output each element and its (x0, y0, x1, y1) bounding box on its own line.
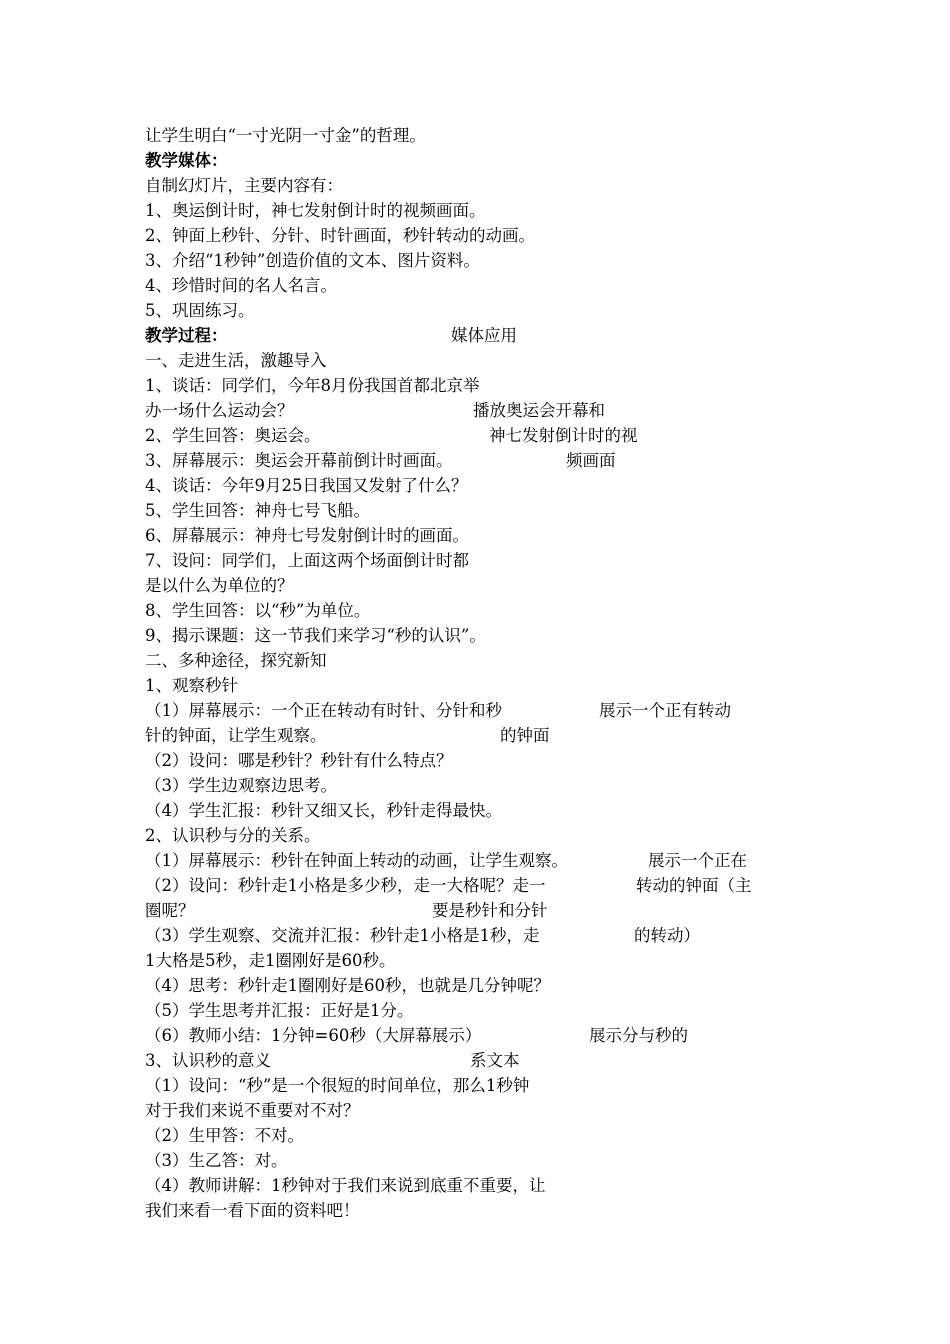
line-text: 一、走进生活，激趣导入 (145, 351, 327, 370)
line-text: 8、学生回答：以“秒”为单位。 (145, 601, 371, 620)
line-text: （1）设问：“秒”是一个很短的时间单位，那么1秒钟 (145, 1076, 530, 1095)
media-note: 展示分与秒的 (589, 1026, 688, 1045)
line-text: 2、认识秒与分的关系。 (145, 826, 321, 845)
line-text: 3、屏幕展示：奥运会开幕前倒计时画面。 (145, 451, 453, 470)
line-text: （4）学生汇报：秒针又细又长，秒针走得最快。 (145, 801, 502, 820)
media-note: 系文本 (470, 1051, 520, 1070)
line-text: 二、多种途径，探究新知 (145, 651, 327, 670)
line-text: 2、钟面上秒针、分针、时针画面，秒针转动的动画。 (145, 226, 535, 245)
line-text: 3、认识秒的意义 (145, 1051, 271, 1070)
line-text: 让学生明白“一寸光阴一寸金”的哲理。 (145, 126, 426, 145)
line-text: （2）设问：哪是秒针？秒针有什么特点？ (145, 751, 453, 770)
line-text: 1、谈话：同学们，今年8月份我国首都北京举 (145, 376, 480, 395)
line-text: 5、学生回答：神舟七号飞船。 (145, 501, 370, 520)
line-text: 1大格是5秒，走1圈刚好是60秒。 (145, 951, 396, 970)
line-text: 6、屏幕展示：神舟七号发射倒计时的画面。 (145, 526, 469, 545)
line-text: 办一场什么运动会？ (145, 401, 294, 420)
media-note: 神七发射倒计时的视 (489, 426, 638, 445)
line-text: 1、奥运倒计时，神七发射倒计时的视频画面。 (145, 201, 486, 220)
line-text: 4、谈话：今年9月25日我国又发射了什么？ (145, 476, 468, 495)
media-note: 转动的钟面（主 (636, 876, 752, 895)
line-text: 针的钟面，让学生观察。 (145, 726, 327, 745)
media-note: 频画面 (566, 451, 616, 470)
line-text: （3）生乙答：对。 (145, 1151, 288, 1170)
line-text: 教学媒体： (145, 151, 228, 170)
line-text: 教学过程： (145, 326, 228, 345)
line-text: 5、巩固练习。 (145, 301, 255, 320)
line-text: 9、揭示课题：这一节我们来学习“秒的认识”。 (145, 626, 486, 645)
line-text: （4）思考：秒针走1圈刚好是60秒，也就是几分钟呢？ (145, 976, 550, 995)
line-text: （4）教师讲解：1秒钟对于我们来说到底重不重要，让 (145, 1176, 546, 1195)
line-text: 我们来看一看下面的资料吧！ (145, 1201, 360, 1220)
line-text: 自制幻灯片，主要内容有： (145, 176, 343, 195)
media-note: 的钟面 (500, 726, 550, 745)
line-text: （3）学生边观察边思考。 (145, 776, 337, 795)
media-note: 播放奥运会开幕和 (473, 401, 605, 420)
line-text: （5）学生思考并汇报：正好是1分。 (145, 1001, 414, 1020)
line-text: 是以什么为单位的？ (145, 576, 294, 595)
line-text: （2）设问：秒针走1小格是多少秒，走一大格呢？走一 (145, 876, 546, 895)
line-text: （2）生甲答：不对。 (145, 1126, 304, 1145)
media-note: 展示一个正有转动 (599, 701, 731, 720)
line-text: 3、介绍“1秒钟”创造价值的文本、图片资料。 (145, 251, 480, 270)
line-text: 4、珍惜时间的名人名言。 (145, 276, 337, 295)
line-text: （1）屏幕展示：秒针在钟面上转动的动画，让学生观察。 (145, 851, 568, 870)
line-text: （1）屏幕展示：一个正在转动有时针、分针和秒 (145, 701, 502, 720)
line-text: 1、观察秒针 (145, 676, 238, 695)
media-note: 要是秒针和分针 (432, 901, 548, 920)
line-text: （6）教师小结：1分钟=60秒（大屏幕展示） (145, 1026, 482, 1045)
line-text: 2、学生回答：奥运会。 (145, 426, 321, 445)
media-note: 的转动） (634, 926, 700, 945)
line-text: 7、设问：同学们，上面这两个场面倒计时都 (145, 551, 469, 570)
media-column-header: 媒体应用 (451, 326, 517, 345)
media-note: 展示一个正在 (648, 851, 747, 870)
line-text: 对于我们来说不重要对不对？ (145, 1101, 360, 1120)
line-text: 圈呢？ (145, 901, 195, 920)
line-text: （3）学生观察、交流并汇报：秒针走1小格是1秒，走 (145, 926, 540, 945)
